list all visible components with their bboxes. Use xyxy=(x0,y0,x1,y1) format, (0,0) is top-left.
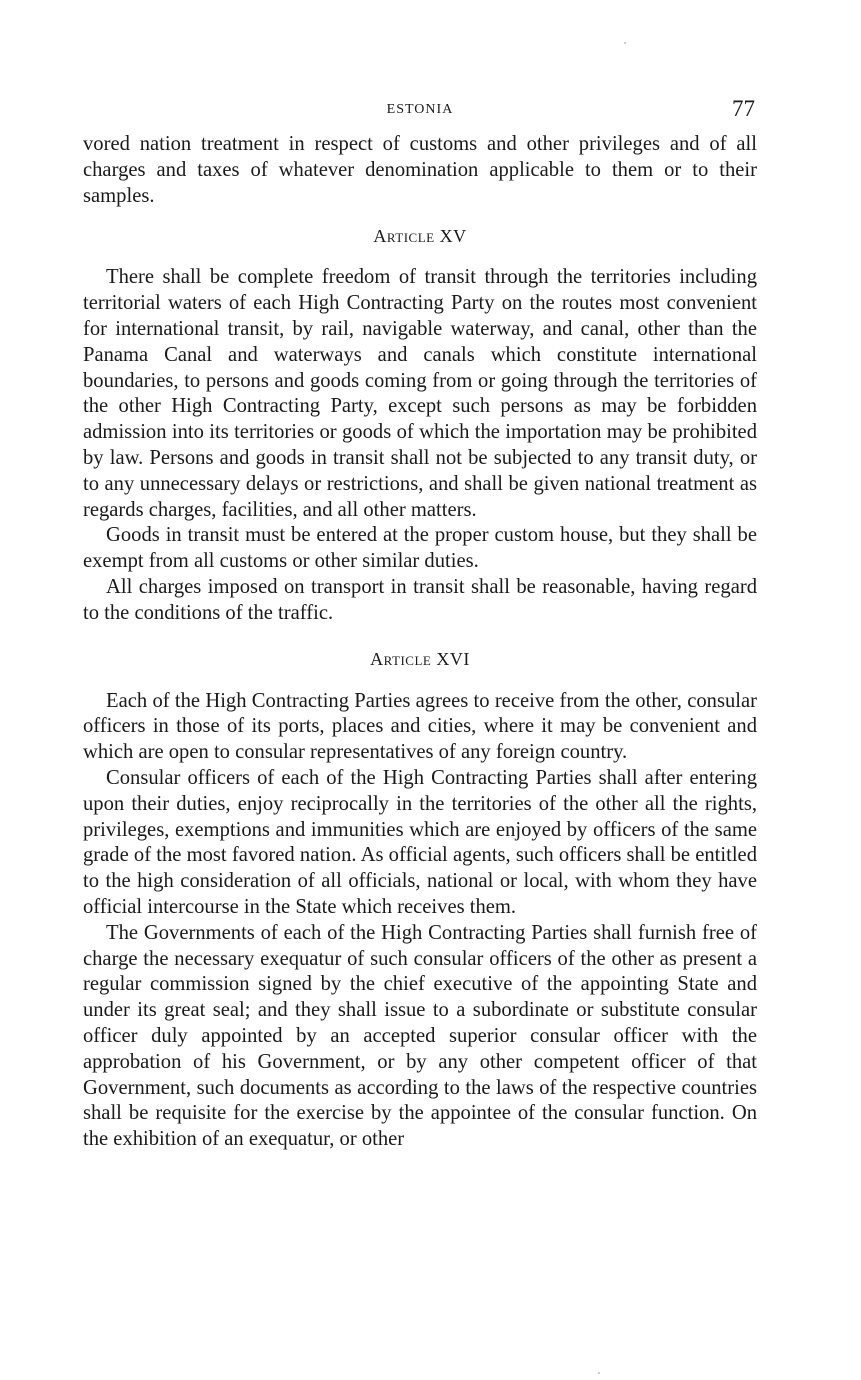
article-heading-numeral: XV xyxy=(439,226,467,247)
article-paragraph: Consular officers of each of the High Contracting Parties shall after entering upon their duties, enjoy reciprocally in the territories of the other all the rights, privileges, exemptions and immunities which are enjoyed by officers of the same grade of the most favored nation. As official agents, such officers shall be entitled to the high consideration of all officials, national or local, with whom they have official intercourse in the State which receives them. xyxy=(83,766,757,918)
page-header xyxy=(83,92,757,128)
article-paragraph: Each of the High Contracting Parties agrees to receive from the other, consular officers in those of its ports, places and cities, where it may be convenient and which are open to consular representatives of any foreign country. xyxy=(83,689,757,764)
scan-speck xyxy=(624,42,626,44)
article-heading xyxy=(83,226,757,247)
article-paragraph: The Governments of each of the High Contracting Parties shall furnish free of charge the necessary exequatur of such consular officers of the other as present a regular commission signed by the chief executive of the appointing State and under its great seal; and they shall issue to a subordinate or substitute consular officer duly appointed by an accepted superior consular officer with the approbation of his Government, or by any other competent officer of that Government, such documents as according to the laws of the respective countries shall be requisite for the exercise by the appointee of the consular function. On the exhibition of an exequatur, or other xyxy=(83,921,757,1151)
article-heading-numeral: XVI xyxy=(436,648,470,669)
article-heading-word: Article xyxy=(373,226,435,247)
continued-paragraph: vored nation treatment in respect of customs and other privileges and of all charges and taxes of whatever denomination applicable to them or to their samples. xyxy=(83,133,757,207)
page-number: 77 xyxy=(732,96,755,121)
running-head: ESTONIA xyxy=(386,102,454,117)
article-heading-word: Article xyxy=(370,648,432,669)
article-heading xyxy=(83,649,757,670)
scan-speck xyxy=(598,1372,600,1374)
article-paragraph: All charges imposed on transport in transit shall be reasonable, having regard to the conditions of the traffic. xyxy=(83,575,757,624)
article-paragraph: Goods in transit must be entered at the proper custom house, but they shall be exempt from all customs or other similar duties. xyxy=(83,524,757,573)
article-paragraph: There shall be complete freedom of transit through the territories including territorial waters of each High Contracting Party on the routes most convenient for international transit, by rail, navigable waterway, and canal, other than the Panama Canal and waterways and canals which constitute international boundaries, to persons and goods coming from or going through the territories of the other High Contracting Party, except such persons as may be forbidden admission into its territories or goods of which the importation may be prohibited by law. Persons and goods in transit shall not be subjected to any transit duty, or to any unnecessary delays or restrictions, and shall be given national treatment as regards charges, facilities, and all other matters. xyxy=(83,266,757,521)
document-page xyxy=(83,92,757,1153)
